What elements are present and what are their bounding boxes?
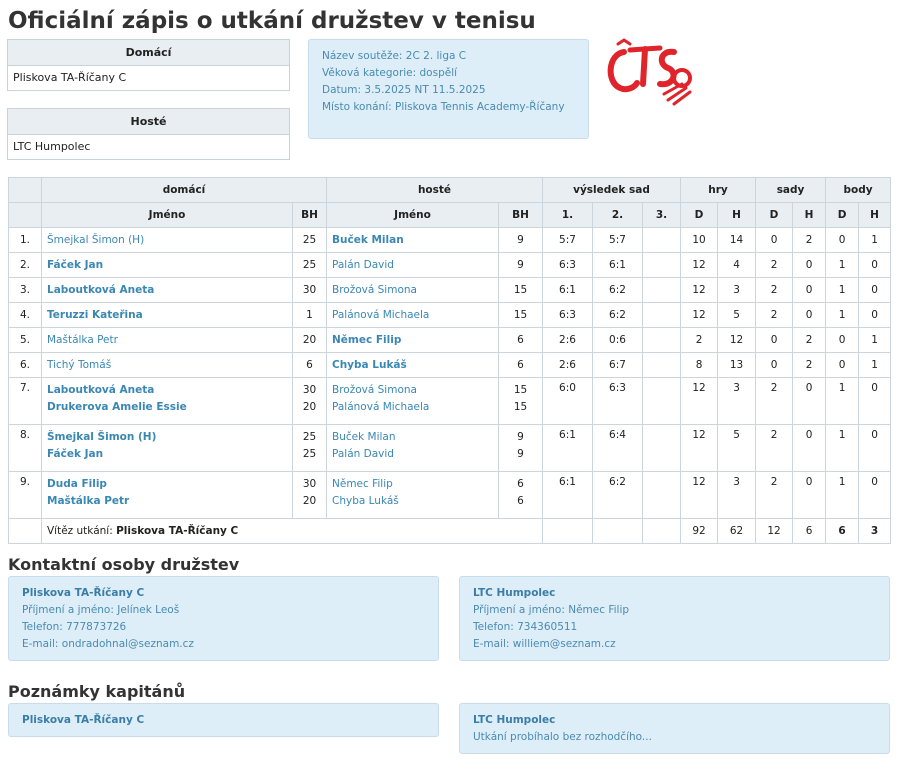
- age-category: Věková kategorie: dospělí: [322, 67, 458, 79]
- competition-name: Název soutěže: 2C 2. liga C: [322, 50, 467, 62]
- col-sets-d: D: [756, 203, 793, 228]
- home-contact-team: Pliskova TA-Říčany C: [22, 587, 145, 599]
- table-row: 9. Duda Filip Maštálka Petr 30 20 Němec Filip Chyba Lukáš 6 6 6:1 6:2 12 3 2 0 1 0: [9, 472, 891, 519]
- guest-heading: Hosté: [8, 109, 289, 135]
- table-row: 7. Laboutková Aneta Drukerova Amelie Essie 30 20 Brožová Simona Palánová Michaela 15 15 6:0 6:3 12 3 2 0 1 0: [9, 378, 891, 425]
- col-games-h: H: [718, 203, 756, 228]
- guest-team-name: LTC Humpolec: [13, 140, 91, 153]
- col-home-bh: BH: [293, 203, 327, 228]
- total-points-h: 3: [859, 519, 891, 544]
- match-venue: Místo konání: Pliskova Tennis Academy-Říčany: [322, 101, 565, 113]
- home-player-link[interactable]: Šmejkal Šimon (H): [47, 233, 145, 246]
- home-player-link[interactable]: Laboutková Aneta: [47, 384, 155, 396]
- guest-player-link[interactable]: Chyba Lukáš: [332, 358, 407, 371]
- guest-player-link[interactable]: Brožová Simona: [332, 384, 417, 396]
- col-home-name: Jméno: [42, 203, 293, 228]
- cts-logo: [604, 38, 700, 110]
- guest-player-link[interactable]: Němec Filip: [332, 333, 402, 346]
- total-games-h: 62: [718, 519, 756, 544]
- home-player-link[interactable]: Šmejkal Šimon (H): [47, 431, 157, 443]
- guest-contact-team: LTC Humpolec: [473, 587, 556, 599]
- guest-notes-box: [459, 703, 890, 754]
- col-games-d: D: [681, 203, 718, 228]
- col-set3: 3.: [643, 203, 681, 228]
- notes-heading: Poznámky kapitánů: [8, 682, 186, 701]
- guest-player-link[interactable]: Buček Milan: [332, 233, 404, 246]
- guest-contact-phone: Telefon: 734360511: [473, 621, 578, 633]
- guest-player-link[interactable]: Palánová Michaela: [332, 308, 430, 321]
- guest-player-link[interactable]: Chyba Lukáš: [332, 495, 399, 507]
- guest-player-link[interactable]: Brožová Simona: [332, 283, 417, 296]
- table-row: 3. Laboutková Aneta 30 Brožová Simona 15 6:1 6:2 12 3 2 0 1 0: [9, 278, 891, 303]
- home-player-link[interactable]: Fáček Jan: [47, 448, 104, 460]
- match-info-box: [308, 39, 589, 139]
- home-player-link[interactable]: Fáček Jan: [47, 258, 104, 271]
- col-points-d: D: [826, 203, 859, 228]
- home-player-link[interactable]: Drukerova Amelie Essie: [47, 401, 187, 413]
- winner-team: Pliskova TA-Říčany C: [116, 525, 239, 537]
- col-sets-h: H: [793, 203, 826, 228]
- winner-label: Vítěz utkání:: [47, 525, 113, 537]
- group-sets: výsledek sad: [543, 178, 681, 203]
- home-contact-box: [8, 576, 439, 661]
- home-player-link[interactable]: Duda Filip: [47, 478, 107, 490]
- guest-player-link[interactable]: Palán David: [332, 258, 394, 271]
- guest-player-link[interactable]: Palánová Michaela: [332, 401, 430, 413]
- col-guest-bh: BH: [499, 203, 543, 228]
- home-notes-box: [8, 703, 439, 737]
- guest-notes-team: LTC Humpolec: [473, 714, 556, 726]
- total-sets-d: 12: [756, 519, 793, 544]
- totals-row: [9, 519, 891, 544]
- total-points-d: 6: [826, 519, 859, 544]
- home-team-box: [7, 39, 290, 91]
- guest-player-link[interactable]: Palán David: [332, 448, 394, 460]
- match-date: Datum: 3.5.2025 NT 11.5.2025: [322, 84, 486, 96]
- guest-team-box: [7, 108, 290, 160]
- home-player-link[interactable]: Maštálka Petr: [47, 495, 130, 507]
- guest-contact-email: E-mail: williem@seznam.cz: [473, 638, 616, 650]
- guest-player-link[interactable]: Němec Filip: [332, 478, 393, 490]
- group-sets-total: sady: [756, 178, 826, 203]
- col-guest-name: Jméno: [327, 203, 499, 228]
- col-points-h: H: [859, 203, 891, 228]
- guest-player-link[interactable]: Buček Milan: [332, 431, 396, 443]
- table-row: 5. Maštálka Petr 20 Němec Filip 6 2:6 0:6 2 12 0 2 0 1: [9, 328, 891, 353]
- home-player-link[interactable]: Teruzzi Kateřina: [47, 308, 143, 321]
- home-contact-email: E-mail: ondradohnal@seznam.cz: [22, 638, 194, 650]
- table-row: 2. Fáček Jan 25 Palán David 9 6:3 6:1 12 4 2 0 1 0: [9, 253, 891, 278]
- home-player-link[interactable]: Maštálka Petr: [47, 333, 118, 346]
- table-row: 8. Šmejkal Šimon (H) Fáček Jan 25 25 Buček Milan Palán David 9 9 6:1 6:4 12 5 2 0 1 0: [9, 425, 891, 472]
- home-player-link[interactable]: Tichý Tomáš: [47, 358, 112, 371]
- group-games: hry: [681, 178, 756, 203]
- guest-contact-box: [459, 576, 890, 661]
- guest-contact-name: Příjmení a jméno: Němec Filip: [473, 604, 630, 616]
- home-contact-phone: Telefon: 777873726: [22, 621, 127, 633]
- col-set1: 1.: [543, 203, 593, 228]
- home-heading: Domácí: [8, 40, 289, 66]
- table-row: 6. Tichý Tomáš 6 Chyba Lukáš 6 2:6 6:7 8 13 0 2 0 1: [9, 353, 891, 378]
- table-row: 4. Teruzzi Kateřina 1 Palánová Michaela 15 6:3 6:2 12 5 2 0 1 0: [9, 303, 891, 328]
- group-home: domácí: [42, 178, 327, 203]
- table-row: 1. Šmejkal Šimon (H) 25 Buček Milan 9 5:7 5:7 10 14 0 2 0 1: [9, 228, 891, 253]
- home-contact-name: Příjmení a jméno: Jelínek Leoš: [22, 604, 180, 616]
- total-sets-h: 6: [793, 519, 826, 544]
- home-player-link[interactable]: Laboutková Aneta: [47, 283, 155, 296]
- contacts-heading: Kontaktní osoby družstev: [8, 555, 240, 574]
- results-table: [8, 177, 891, 544]
- group-guest: hosté: [327, 178, 543, 203]
- col-set2: 2.: [593, 203, 643, 228]
- home-team-name: Pliskova TA-Říčany C: [13, 71, 127, 84]
- total-games-d: 92: [681, 519, 718, 544]
- page-title: Oficiální zápis o utkání družstev v tenisu: [8, 8, 536, 34]
- group-points: body: [826, 178, 891, 203]
- guest-notes-text: Utkání probíhalo bez rozhodčího...: [473, 731, 652, 743]
- home-notes-team: Pliskova TA-Říčany C: [22, 714, 145, 726]
